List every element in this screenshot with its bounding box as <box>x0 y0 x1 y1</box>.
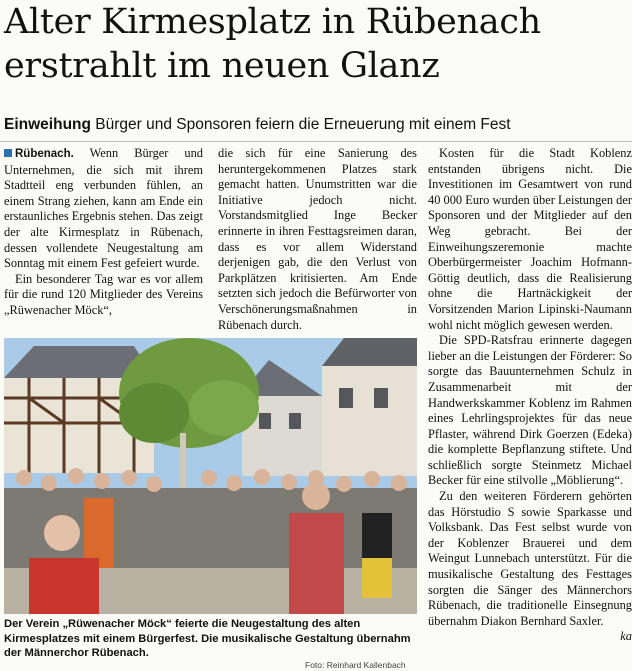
person-plaid-shirt <box>289 513 344 614</box>
article-paragraph: Ein besonderer Tag war es vor allem für die rund 120 Mitglieder des Vereins „Rüwenacher Möck“, <box>4 271 203 317</box>
author-initials: ka <box>620 629 632 644</box>
article-paragraph <box>4 146 203 272</box>
article-paragraph: Die SPD-Ratsfrau erinnerte dagegen lieber an die Leistungen der Förderer: So sorgte das Bauunternehmen Schulz in Zusammenarbeit mit der Handwerkskammer Koblenz im Rahmen eines Lehrlingsprojektes für das neue Pflaster, während Dirk Goerzen (Edeka) die komplette Bepflanzung stiftete. Und schließlich sorgte Steinmetz Michael Becker für eine stilvolle „Möblierung“. <box>428 333 632 488</box>
article-column-3 <box>428 146 632 671</box>
person-red-shirt <box>29 558 99 614</box>
paragraph-text: Wenn Bürger und Unternehmen, die sich mit ihrem Stadtteil eng verbunden fühlen, an einem Strang ziehen, kann am Ende ein erstaunliches Ergebnis stehen. Das zeigt der alte Kirmesplatz in Rübenach, dessen vollendete Neugestaltung am Sonntag mit einem Fest gefeiert wurde. <box>4 146 203 271</box>
person-black-shirt <box>362 513 392 558</box>
house-right <box>322 366 417 476</box>
headline-line-1: Alter Kirmesplatz in Rübenach <box>4 2 541 42</box>
photo-credit: Foto: Reinhard Kallenbach <box>305 660 406 670</box>
headline <box>4 0 630 88</box>
square-bullet-icon <box>4 149 12 157</box>
headline-line-2: erstrahlt im neuen Glanz <box>4 46 440 86</box>
person-yellow-trousers <box>362 558 392 598</box>
person-orange-shirt <box>84 498 114 568</box>
subhead-kicker: Einweihung <box>4 116 91 133</box>
article-column-2 <box>218 146 417 336</box>
article-paragraph: Kosten für die Stadt Koblenz entstanden übrigens nicht. Die Investitionen im Gesamtwert von rund 40 000 Euro wurden über Leistungen der Sponsoren und der Mitglieder auf den Weg gebracht. Bei der Einweihungszeremonie machte Oberbürgermeister Joachim Hofmann-Göttig deutlich, dass die Realisierung ohne die Hartnäckigkeit der Vorsitzenden Marion Lipinski-Naumann wohl nicht möglich gewesen werden. <box>428 146 632 332</box>
article-photo <box>4 338 417 614</box>
article-column-1 <box>4 146 203 336</box>
subheadline <box>4 115 630 135</box>
dateline: Rübenach. <box>15 148 74 160</box>
subhead-text: Bürger und Sponsoren feiern die Erneuerung mit einem Fest <box>95 116 511 133</box>
article-paragraph: Zu den weiteren Förderern gehörten das Hörstudio S sowie Sparkasse und Volksbank. Das Fest selbst wurde von der Koblenzer Brauerei und dem Weingut Lunnebach unterstützt. Für die musikalische Gestaltung des Festtages sorgten die Sänger des Männerchors Rübenach, die traditionelle Einsegnung übernahm Diakon Bernhard Saxler. <box>428 489 632 628</box>
photo-illustration <box>4 338 417 614</box>
divider <box>0 141 632 142</box>
article-paragraph: die sich für eine Sanierung des heruntergekommenen Platzes stark gemacht hatten. Unumstritten war die Initiative jedoch nicht. Vorstandsmitglied Inge Becker erinnerte in ihren Festtagsreimen daran, dass es vor allem Widerstand derjenigen gab, die den Verlust von Parkplätzen kritisierten. Am Ende setzten sich jedoch die Befürworter von Verschönerungsmaßnahmen in Rübenach durch. <box>218 146 417 332</box>
photo-caption: Der Verein „Rüwenacher Möck“ feierte die Neugestaltung des alten Kirmesplatzes mit einem Bürgerfest. Die musikalische Gestaltung übernahm der Männerchor Rübenach. <box>4 618 411 659</box>
